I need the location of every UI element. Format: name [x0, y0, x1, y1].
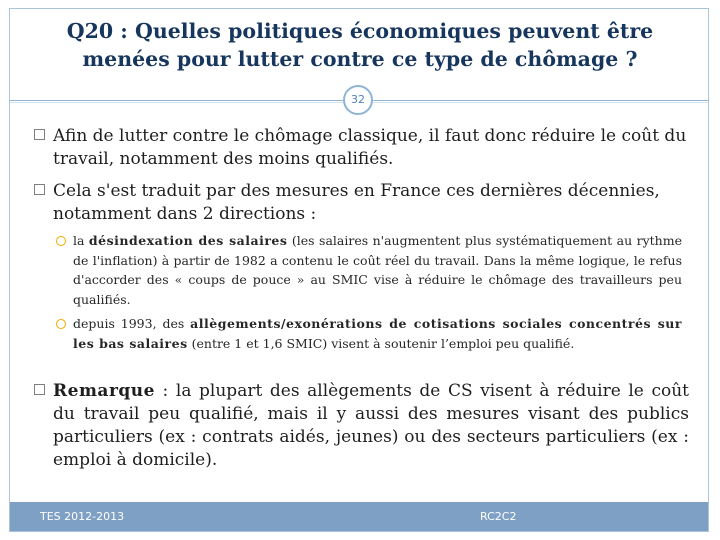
sub-bullet-bold: allègements/exonérations de cotisations sociales concentrés sur les bas salaires: [73, 316, 682, 351]
square-bullet-icon: [34, 184, 45, 195]
sub-bullet-item: [56, 314, 682, 353]
sub-bullet-prefix: depuis 1993, des: [73, 316, 191, 331]
remark-label: Remarque: [53, 381, 155, 401]
title-line-1: Q20 : Quelles politiques économiques peuvent être: [66, 19, 654, 43]
remark-text: [34, 380, 689, 472]
circle-bullet-icon: [56, 236, 66, 246]
square-bullet-icon: [34, 129, 45, 140]
footer-bar: [10, 502, 708, 531]
sub-bullet-text: [56, 231, 682, 309]
remark-body: : la plupart des allègements de CS visent à réduire le coût du travail peu qualifié, mais il y aussi des mesures visant des publics particuliers (ex : contrats aidés, jeunes) ou des secteurs particuliers (ex : emploi à domicile).: [53, 381, 689, 470]
sub-bullet-text: [56, 314, 682, 353]
bullet-text: Cela s'est traduit par des mesures en France ces dernières décennies, notamment dans 2 directions :: [53, 181, 660, 224]
bullet-item: [34, 125, 689, 171]
sub-bullet-rest: (entre 1 et 1,6 SMIC) visent à soutenir l’emploi peu qualifié.: [187, 335, 575, 351]
title-line-2: menées pour lutter contre ce type de chômage ?: [82, 47, 638, 71]
bullet-item: [34, 180, 689, 226]
footer-right-text: RC2C2: [480, 510, 517, 523]
page-number-badge: 32: [343, 85, 373, 115]
sub-bullet-prefix: la: [73, 233, 89, 248]
sub-bullet-bold: désindexation des salaires: [88, 233, 288, 248]
square-bullet-icon: [34, 384, 45, 395]
remark-item: [34, 380, 689, 472]
bullet-text: Afin de lutter contre le chômage classique, il faut donc réduire le coût du travail, notamment des moins qualifiés.: [53, 126, 687, 169]
sub-bullet-item: [56, 231, 682, 309]
slide-title: [20, 17, 700, 73]
circle-bullet-icon: [56, 319, 66, 329]
footer-left-text: TES 2012-2013: [40, 510, 125, 523]
sub-bullet-rest: (les salaires n'augmentent plus systématiquement au rythme de l'inflation) à partir de 1982 a contenu le coût réel du travail. Dans la même logique, le refus d'accorder des « coups de pouce » au SMIC vise à réduire le chômage des travailleurs peu qualifiés.: [73, 233, 682, 307]
